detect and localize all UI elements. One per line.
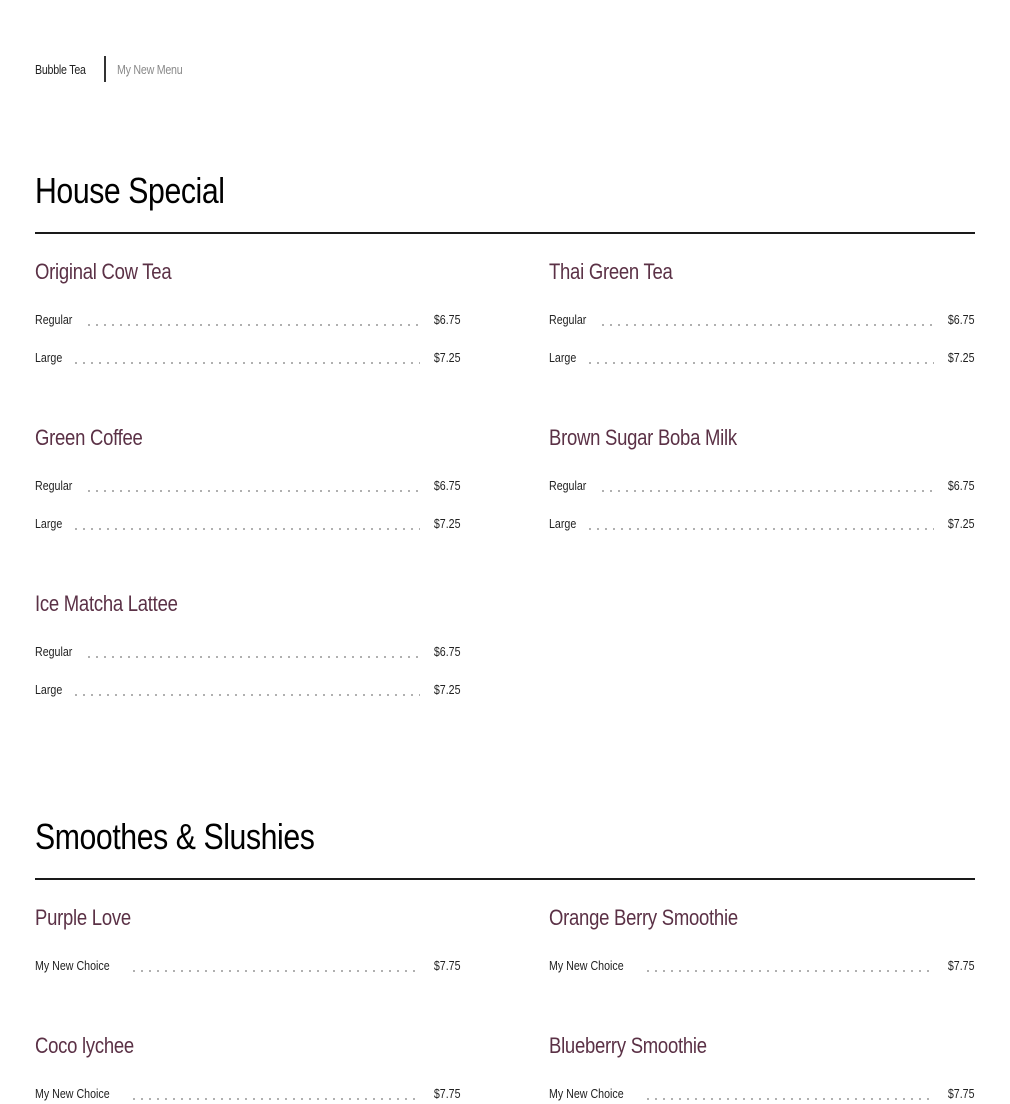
dot-leader xyxy=(72,528,420,530)
price-value: $7.25 xyxy=(434,350,461,365)
price-row xyxy=(549,514,975,534)
price-row xyxy=(549,310,975,330)
price-label: My New Choice xyxy=(35,958,110,973)
price-label: Regular xyxy=(35,644,73,659)
price-row xyxy=(549,1084,975,1104)
item-name: Coco lychee xyxy=(35,1033,134,1058)
price-value: $7.75 xyxy=(948,958,975,973)
item-name: Orange Berry Smoothie xyxy=(549,905,738,930)
price-value: $7.25 xyxy=(948,350,975,365)
section-divider xyxy=(35,878,975,880)
dot-leader xyxy=(586,362,934,364)
price-label: My New Choice xyxy=(35,1086,110,1101)
dot-leader xyxy=(72,362,420,364)
dot-leader xyxy=(85,490,421,492)
price-label: Large xyxy=(549,350,577,365)
item-name: Thai Green Tea xyxy=(549,259,673,284)
price-label: Large xyxy=(35,682,63,697)
dot-leader xyxy=(644,1098,934,1100)
dot-leader xyxy=(85,324,421,326)
price-row xyxy=(549,348,975,368)
section-title: Smoothes & Slushies xyxy=(35,816,315,857)
price-value: $6.75 xyxy=(434,644,461,659)
dot-leader xyxy=(644,970,934,972)
price-label: Large xyxy=(35,516,63,531)
dot-leader xyxy=(586,528,934,530)
price-row xyxy=(35,680,461,700)
item-name: Ice Matcha Lattee xyxy=(35,591,178,616)
price-value: $7.25 xyxy=(434,516,461,531)
item-name: Blueberry Smoothie xyxy=(549,1033,707,1058)
tab-divider xyxy=(104,56,106,82)
price-row xyxy=(35,956,461,976)
dot-leader xyxy=(130,970,420,972)
price-label: Large xyxy=(35,350,63,365)
item-name: Purple Love xyxy=(35,905,131,930)
item-name: Green Coffee xyxy=(35,425,143,450)
price-label: Regular xyxy=(35,478,73,493)
section-title: House Special xyxy=(35,170,225,211)
price-value: $6.75 xyxy=(434,478,461,493)
price-row xyxy=(35,1084,461,1104)
item-name: Brown Sugar Boba Milk xyxy=(549,425,737,450)
price-row xyxy=(35,348,461,368)
menu-tabs xyxy=(35,56,197,82)
dot-leader xyxy=(599,324,935,326)
price-value: $7.75 xyxy=(434,958,461,973)
dot-leader xyxy=(130,1098,420,1100)
price-value: $7.25 xyxy=(434,682,461,697)
price-value: $6.75 xyxy=(948,478,975,493)
tab-bubble-tea[interactable]: Bubble Tea xyxy=(35,61,86,77)
item-name: Original Cow Tea xyxy=(35,259,172,284)
price-label: My New Choice xyxy=(549,958,624,973)
dot-leader xyxy=(72,694,420,696)
price-label: Regular xyxy=(549,312,587,327)
price-row xyxy=(35,310,461,330)
section-house-special xyxy=(35,168,975,697)
section-smoothes-slushies xyxy=(35,814,975,1101)
section-divider xyxy=(35,232,975,234)
price-value: $7.75 xyxy=(948,1086,975,1101)
price-value: $6.75 xyxy=(434,312,461,327)
price-value: $7.25 xyxy=(948,516,975,531)
price-value: $7.75 xyxy=(434,1086,461,1101)
price-label: Large xyxy=(549,516,577,531)
price-value: $6.75 xyxy=(948,312,975,327)
dot-leader xyxy=(85,656,421,658)
tab-my-new-menu[interactable]: My New Menu xyxy=(117,61,183,77)
price-row xyxy=(35,476,461,496)
dot-leader xyxy=(599,490,935,492)
price-label: My New Choice xyxy=(549,1086,624,1101)
price-row xyxy=(549,956,975,976)
price-row xyxy=(35,514,461,534)
price-row xyxy=(35,642,461,662)
price-label: Regular xyxy=(549,478,587,493)
price-row xyxy=(549,476,975,496)
price-label: Regular xyxy=(35,312,73,327)
